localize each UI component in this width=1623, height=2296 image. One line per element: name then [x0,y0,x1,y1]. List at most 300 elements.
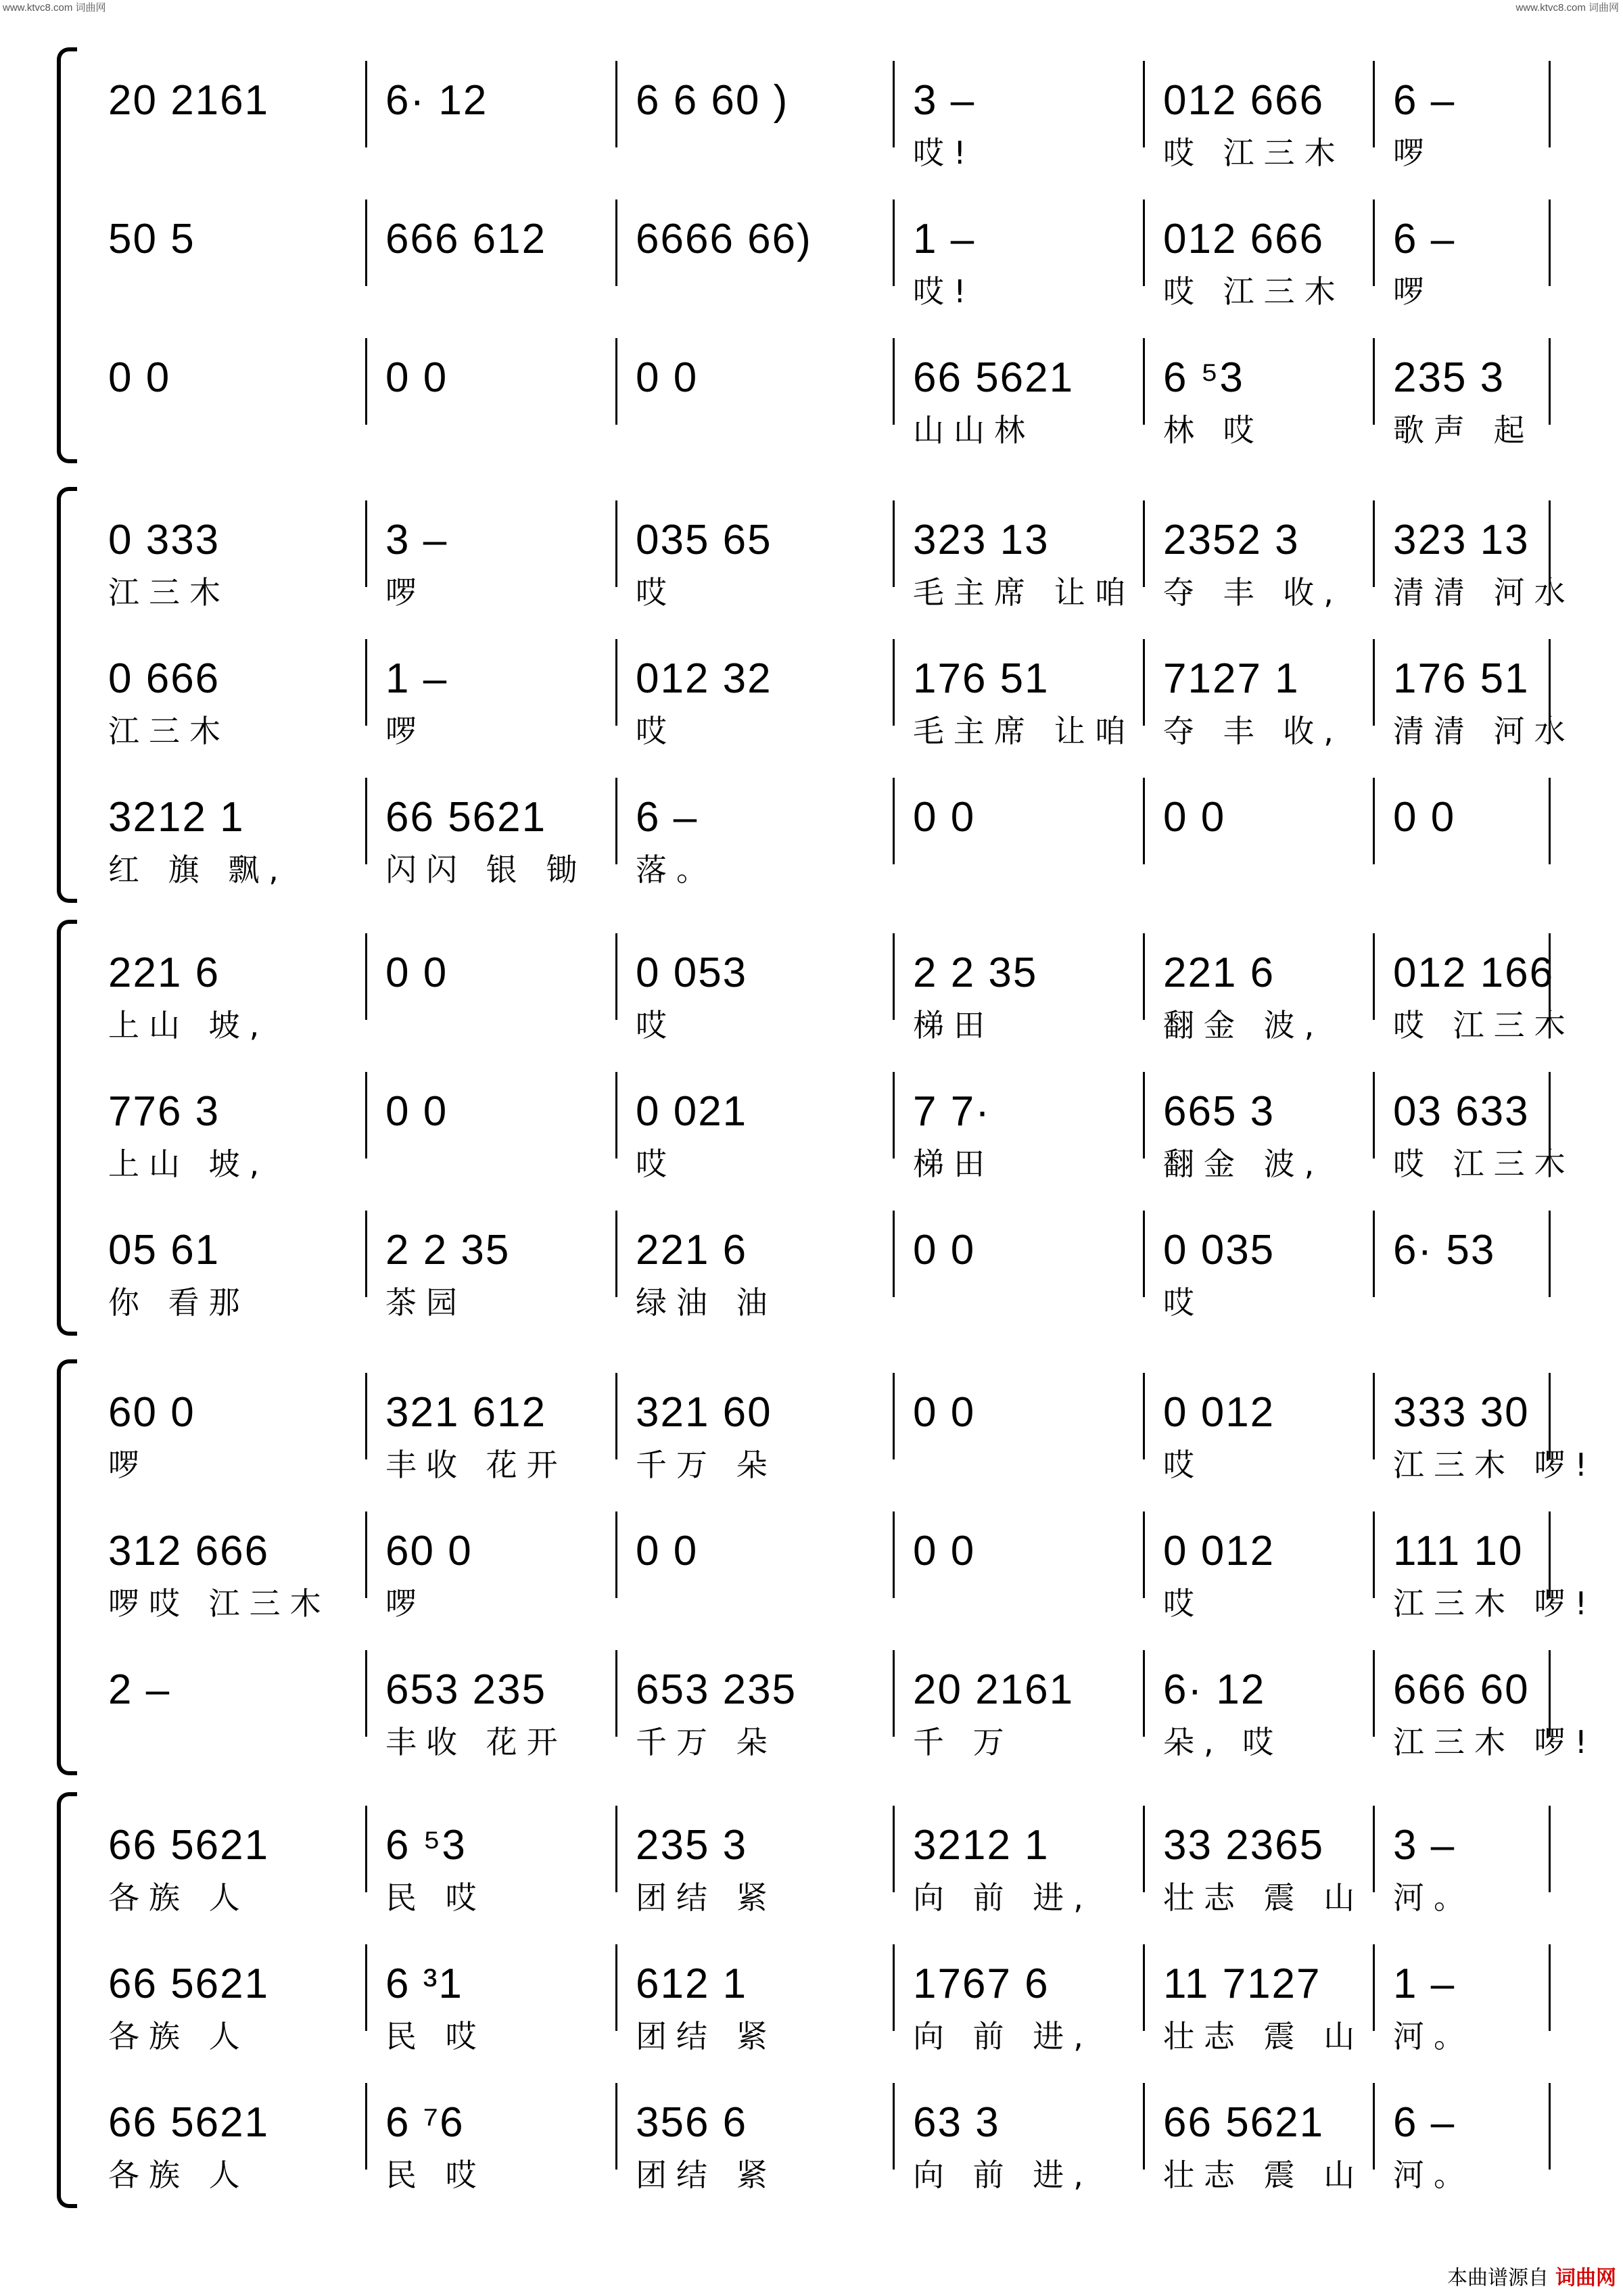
measure [108,1208,365,1321]
measure-lyrics: 河。 [1393,1879,1474,1916]
measure [108,58,365,172]
measure-notes: 3212 1 [913,1822,1050,1869]
system [61,1359,1597,1775]
measure-notes: 11 7127 [1163,1961,1321,2007]
barline [615,1512,617,1598]
measure-lyrics: 向 前 进, [913,1879,1093,1916]
measure-notes: 035 65 [636,517,772,563]
barline [365,1211,367,1297]
measure-notes: 012 166 [1393,950,1555,996]
barline [365,933,367,1020]
measure [1393,1803,1589,1917]
barline [1373,2083,1375,2170]
staff [61,325,1562,457]
measure [1393,931,1589,1044]
barline [893,200,895,286]
barline [1373,1072,1375,1158]
measure [1163,498,1373,611]
measure-notes: 6 – [1393,2099,1456,2146]
measure-notes: 60 0 [108,1389,195,1436]
measure [1393,2080,1589,2194]
measure [1393,335,1589,449]
measure-notes: 03 633 [1393,1088,1530,1135]
measure [913,1803,1143,1917]
measure [108,335,365,449]
measure [913,775,1143,889]
staff [61,2069,1562,2202]
measure [913,1370,1143,1484]
measure-notes: 356 6 [636,2099,748,2146]
measure-lyrics: 丰收 花开 [385,1447,567,1483]
measure-lyrics: 壮志 震 山 [1163,2157,1365,2193]
measure [1163,931,1373,1044]
barline [365,500,367,587]
barline [615,1650,617,1737]
staff [61,1498,1597,1631]
measure-lyrics: 夺 丰 收, [1163,713,1343,749]
measure [636,775,893,889]
barline-end [1549,1373,1551,1459]
barline [365,1072,367,1158]
measure-lyrics: 啰 [1393,135,1434,171]
barline-end [1549,2083,1551,2170]
barline [1143,1944,1145,2031]
staff [61,1637,1597,1769]
barline-end [1549,200,1551,286]
barline [615,61,617,147]
barline [615,1072,617,1158]
measure [1393,636,1589,750]
measure-notes: 0 333 [108,517,220,563]
barline-end [1549,778,1551,864]
measure-notes: 66 5621 [1163,2099,1325,2146]
measure [913,1069,1143,1183]
measure-notes: 1 – [385,655,448,702]
measure-notes: 2 – [108,1666,171,1713]
barline [1373,1512,1375,1598]
measure-notes: 0 0 [913,794,976,841]
barline [1143,1211,1145,1297]
measure [108,2080,365,2194]
measure-lyrics: 江三木 啰! [1393,1585,1597,1622]
staff [61,47,1562,180]
measure-lyrics: 哎 [636,713,676,749]
barline [1143,1806,1145,1892]
measure-notes: 6 – [1393,216,1456,262]
measure-notes: 0 0 [385,354,448,401]
measure-notes: 0 012 [1163,1389,1275,1436]
measure-lyrics: 团结 紧 [636,2018,777,2055]
measure-lyrics [1393,851,1589,891]
measure [108,1647,365,1761]
measure [385,1370,615,1484]
staff [61,764,1562,897]
measure-notes: 221 6 [1163,950,1275,996]
measure-lyrics: 上山 坡, [108,1146,269,1182]
measure [385,1069,615,1183]
measure-lyrics: 江三木 [108,713,230,749]
measure-notes: 0 0 [913,1528,976,1574]
barline [1143,639,1145,726]
measure-lyrics: 千万 朵 [636,1724,777,1760]
measure-notes: 0 0 [108,354,171,401]
barline [1373,338,1375,425]
staff [61,920,1575,1052]
measure-lyrics: 毛主席 让咱 [913,574,1135,611]
measure-notes: 6 – [1393,77,1456,124]
measure [108,1942,365,2055]
measure-lyrics: 哎 江三木 [1393,1007,1575,1044]
measure-notes: 0 021 [636,1088,748,1135]
barline [1373,1650,1375,1737]
measure-lyrics [636,134,893,174]
barline [893,2083,895,2170]
measure [636,1509,893,1622]
measure-notes: 012 666 [1163,216,1325,262]
measure [1163,197,1373,310]
system [61,920,1575,1336]
barline [615,1373,617,1459]
measure-lyrics: 哎 [1163,1585,1204,1622]
measure [385,1509,615,1622]
barline-end [1549,1072,1551,1158]
measure-lyrics: 哎 江三木 [1393,1146,1575,1182]
measure [1393,58,1589,172]
barline [1143,500,1145,587]
barline [893,500,895,587]
measure-lyrics: 夺 丰 收, [1163,574,1343,611]
measure-notes: 235 3 [1393,354,1505,401]
barline [365,1806,367,1892]
measure-notes: 7127 1 [1163,655,1300,702]
measure-notes: 2352 3 [1163,517,1300,563]
measure-notes: 176 51 [1393,655,1530,702]
measure-lyrics: 向 前 进, [913,2018,1093,2055]
measure-lyrics: 红 旗 飘, [108,851,288,888]
measure [913,1942,1143,2055]
measure-notes: 1 – [1393,1961,1456,2007]
measure-lyrics: 啰 [385,713,426,749]
measure [1393,1509,1597,1622]
barline [893,61,895,147]
measure [108,1370,365,1484]
barline [893,1512,895,1598]
measure-notes: 653 235 [385,1666,547,1713]
measure [385,1208,615,1321]
measure-notes: 3 – [385,517,448,563]
measure-lyrics: 清清 河水 [1393,574,1575,611]
measure-notes: 1 – [913,216,976,262]
measure [1163,1370,1373,1484]
measure-notes: 6 6 60 ) [636,77,789,124]
measure-notes: 235 3 [636,1822,748,1869]
barline-end [1549,1211,1551,1297]
barline [365,778,367,864]
measure-notes: 323 13 [913,517,1050,563]
measure-notes: 012 32 [636,655,772,702]
measure-notes: 0 0 [385,1088,448,1135]
barline [615,338,617,425]
measure [913,1509,1143,1622]
measure-lyrics [1393,1284,1589,1324]
measure-notes: 323 13 [1393,517,1530,563]
measure-lyrics: 哎! [913,135,976,171]
measure-lyrics: 啰 [108,1447,149,1483]
measure-notes: 321 60 [636,1389,772,1436]
measure-notes: 0 0 [636,354,699,401]
measure-lyrics: 清清 河水 [1393,713,1575,749]
measure-notes: 2 2 35 [913,950,1038,996]
barline [615,639,617,726]
measure-lyrics: 梯田 [913,1146,994,1182]
measure-lyrics: 山山林 [913,412,1035,448]
staff [61,1359,1597,1492]
barline [365,2083,367,2170]
measure [385,1942,615,2055]
footer [1447,2261,1616,2291]
barline [893,933,895,1020]
measure [385,775,615,889]
measure-notes: 3212 1 [108,794,245,841]
measure-notes: 0 035 [1163,1227,1275,1273]
measure-notes: 321 612 [385,1389,547,1436]
measure [1393,1942,1589,2055]
measure-notes: 665 3 [1163,1088,1275,1135]
measure-notes: 0 053 [636,950,748,996]
barline [893,639,895,726]
measure [913,1647,1143,1761]
barline-end [1549,61,1551,147]
measure-lyrics [108,411,365,452]
measure-notes: 6 ⁵3 [1163,354,1244,401]
barline [365,1944,367,2031]
measure [636,1647,893,1761]
measure-lyrics: 翻金 波, [1163,1007,1324,1044]
measure [1393,775,1589,889]
measure-notes: 0 0 [913,1227,976,1273]
measure-lyrics: 江三木 啰! [1393,1724,1597,1760]
measure [1163,1803,1373,1917]
measure-notes: 63 3 [913,2099,1000,2146]
measure-lyrics: 民 哎 [385,1879,486,1916]
measure-notes: 776 3 [108,1088,220,1135]
barline [1373,1373,1375,1459]
measure-notes: 176 51 [913,655,1050,702]
measure [1393,1370,1597,1484]
barline-end [1549,1512,1551,1598]
measure [385,1647,615,1761]
measure [636,335,893,449]
barline [1143,778,1145,864]
measure-lyrics [385,411,615,452]
measure-lyrics [636,411,893,452]
barline [893,1806,895,1892]
barline [1373,1211,1375,1297]
measure-notes: 0 0 [1163,794,1226,841]
measure-notes: 7 7· [913,1088,991,1135]
measure-lyrics: 你 看那 [108,1284,250,1321]
measure-notes: 1767 6 [913,1961,1050,2007]
measure [108,1803,365,1917]
measure-lyrics: 千万 朵 [636,1447,777,1483]
system [61,47,1562,463]
measure-lyrics: 绿油 油 [636,1284,777,1321]
barline [1373,500,1375,587]
staff [61,1792,1562,1925]
measure-notes: 0 0 [636,1528,699,1574]
measure-notes: 66 5621 [913,354,1075,401]
measure-lyrics [1163,851,1373,891]
measure [1163,335,1373,449]
measure [913,197,1143,310]
measure-lyrics: 江三木 啰! [1393,1447,1597,1483]
barline [365,338,367,425]
measure-notes: 0 012 [1163,1528,1275,1574]
measure-notes: 33 2365 [1163,1822,1325,1869]
measure-lyrics: 丰收 花开 [385,1724,567,1760]
footer-brand[interactable]: 词曲网 [1555,2267,1616,2289]
measure-notes: 2 2 35 [385,1227,511,1273]
measure-lyrics: 朵, 哎 [1163,1724,1284,1760]
measure [913,1208,1143,1321]
measure-lyrics: 啰 [385,574,426,611]
measure [385,931,615,1044]
measure-lyrics: 民 哎 [385,2157,486,2193]
measure-notes: 653 235 [636,1666,797,1713]
measure-lyrics [636,1585,893,1625]
barline [1143,1072,1145,1158]
measure-notes: 66 5621 [108,1822,270,1869]
measure [1163,1942,1373,2055]
barline [615,2083,617,2170]
measure-notes: 66 5621 [385,794,547,841]
measure [636,636,893,750]
measure-lyrics: 哎! [913,273,976,310]
measure [1393,498,1589,611]
measure-notes: 221 6 [636,1227,748,1273]
measure-notes: 0 0 [385,950,448,996]
barline [615,933,617,1020]
barline [1143,61,1145,147]
barline [365,61,367,147]
staff [61,1058,1575,1191]
measure-lyrics: 翻金 波, [1163,1146,1324,1182]
barline [1373,61,1375,147]
measure-notes: 666 612 [385,216,547,262]
barline [365,1512,367,1598]
barline [1373,1944,1375,2031]
measure-lyrics: 哎 江三木 [1163,135,1345,171]
measure [385,1803,615,1917]
barline [1143,1650,1145,1737]
measure-lyrics [385,1145,615,1186]
measure-lyrics: 千 万 [913,1724,1014,1760]
measure-lyrics: 哎 [636,1146,676,1182]
barline [1143,933,1145,1020]
measure-notes: 3 – [913,77,976,124]
measure-lyrics: 啰 [385,1585,426,1622]
measure-notes: 333 30 [1393,1389,1530,1436]
barline-end [1549,1650,1551,1737]
measure [636,1803,893,1917]
measure [636,1370,893,1484]
measure-lyrics: 毛主席 让咱 [913,713,1135,749]
measure [1163,1069,1373,1183]
system [61,487,1575,903]
measure-lyrics: 向 前 进, [913,2157,1093,2193]
measure-lyrics [385,134,615,174]
measure-notes: 6· 12 [1163,1666,1266,1713]
measure-notes: 6 ⁷6 [385,2099,465,2146]
measure-lyrics [636,273,893,313]
measure [1163,1647,1373,1761]
staff [61,487,1575,619]
barline-end [1549,500,1551,587]
measure-lyrics [913,1446,1143,1486]
measure [1163,775,1373,889]
measure [1163,1208,1373,1321]
barline [893,1211,895,1297]
measure-lyrics: 哎 [1163,1447,1204,1483]
header-left-text: www.ktvc8.com 词曲网 [3,2,106,14]
barline [615,1806,617,1892]
barline [1373,778,1375,864]
measure [913,931,1143,1044]
barline-end [1549,639,1551,726]
measure-lyrics: 茶园 [385,1284,467,1321]
measure [1393,197,1589,310]
measure-lyrics [385,1006,615,1047]
measure-lyrics: 哎 [636,574,676,611]
staff [61,1197,1562,1330]
measure [636,1208,893,1321]
measure-notes: 6 ³1 [385,1961,463,2007]
measure [1163,1509,1373,1622]
measure-lyrics: 各族 人 [108,2018,250,2055]
barline [365,639,367,726]
barline [365,1373,367,1459]
staff [61,626,1575,758]
measure [385,2080,615,2194]
measure-notes: 20 2161 [108,77,270,124]
barline-end [1549,338,1551,425]
measure-lyrics [913,1284,1143,1324]
system [61,1792,1562,2208]
barline [1143,338,1145,425]
measure [636,1942,893,2055]
measure [385,498,615,611]
barline [893,778,895,864]
measure [636,2080,893,2194]
measure [913,498,1143,611]
measure-notes: 6 ⁵3 [385,1822,467,1869]
barline [365,1650,367,1737]
measure [108,636,365,750]
barline [615,1211,617,1297]
measure-notes: 0 0 [1393,794,1456,841]
measure [108,775,365,889]
barline [615,200,617,286]
measure [1393,1208,1589,1321]
measure-notes: 111 10 [1393,1528,1524,1574]
measure [636,197,893,310]
measure-notes: 012 666 [1163,77,1325,124]
barline [1373,639,1375,726]
measure-notes: 3 – [1393,1822,1456,1869]
measure-lyrics: 民 哎 [385,2018,486,2055]
measure-notes: 05 61 [108,1227,220,1273]
barline [1143,1373,1145,1459]
